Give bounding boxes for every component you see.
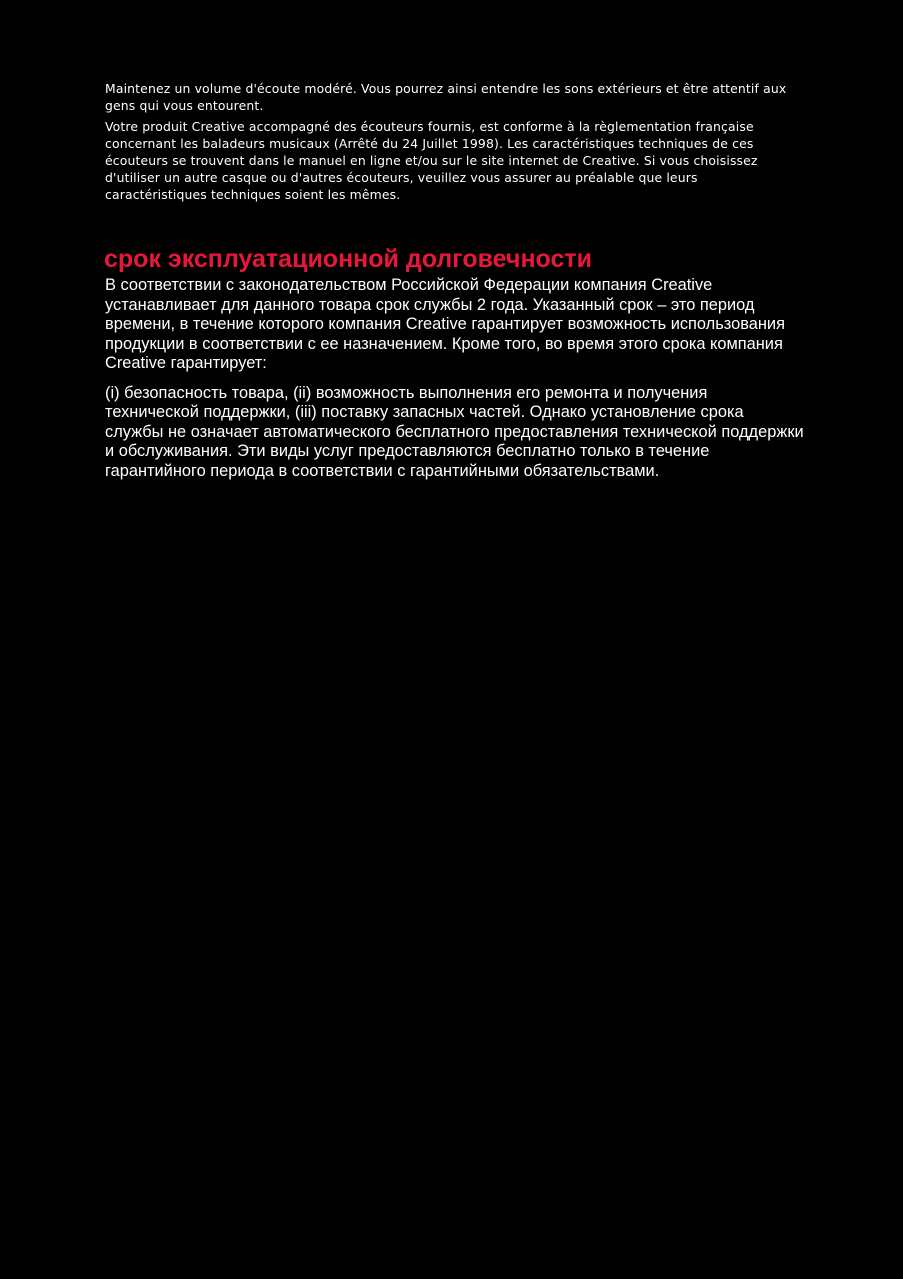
french-paragraph-volume: Maintenez un volume d'écoute modéré. Vous pourrez ainsi entendre les sons extérieurs et être attentif aux gens qui vous entourent. [105, 81, 787, 113]
russian-notice [105, 276, 805, 491]
russian-section-title: срок эксплуатационной долговечности [104, 245, 593, 273]
russian-paragraph-guarantees: (i) безопасность товара, (ii) возможность выполнения его ремонта и получения технической поддержки, (iii) поставку запасных частей. Однако установление срока службы не означает автоматического бесплатного предоставления технической поддержки и обслуживания. Эти виды услуг предоставляются бесплатно только в течение гарантийного периода в соответствии с гарантийными обязательствами. [105, 383, 804, 480]
french-notice [105, 80, 795, 207]
french-paragraph-compliance: Votre produit Creative accompagné des écouteurs fournis, est conforme à la règlementation française concernant les baladeurs musicaux (Arrêté du 24 Juillet 1998). Les caractéristiques techniques de ces écouteurs se trouvent dans le manuel en ligne et/ou sur le site internet de Creative. Si vous choisissez d'utiliser un autre casque ou d'autres écouteurs, veuillez vous assurer au préalable que leurs caractéristiques techniques soient les mêmes. [105, 119, 758, 202]
russian-paragraph-service-life: В соответствии с законодательством Российской Федерации компания Creative устанавливает для данного товара срок службы 2 года. Указанный срок – это период времени, в течение которого компания Creative гарантирует возможность использования продукции в соответствии с ее назначением. Кроме того, во время этого срока компания Creative гарантирует: [105, 276, 785, 372]
